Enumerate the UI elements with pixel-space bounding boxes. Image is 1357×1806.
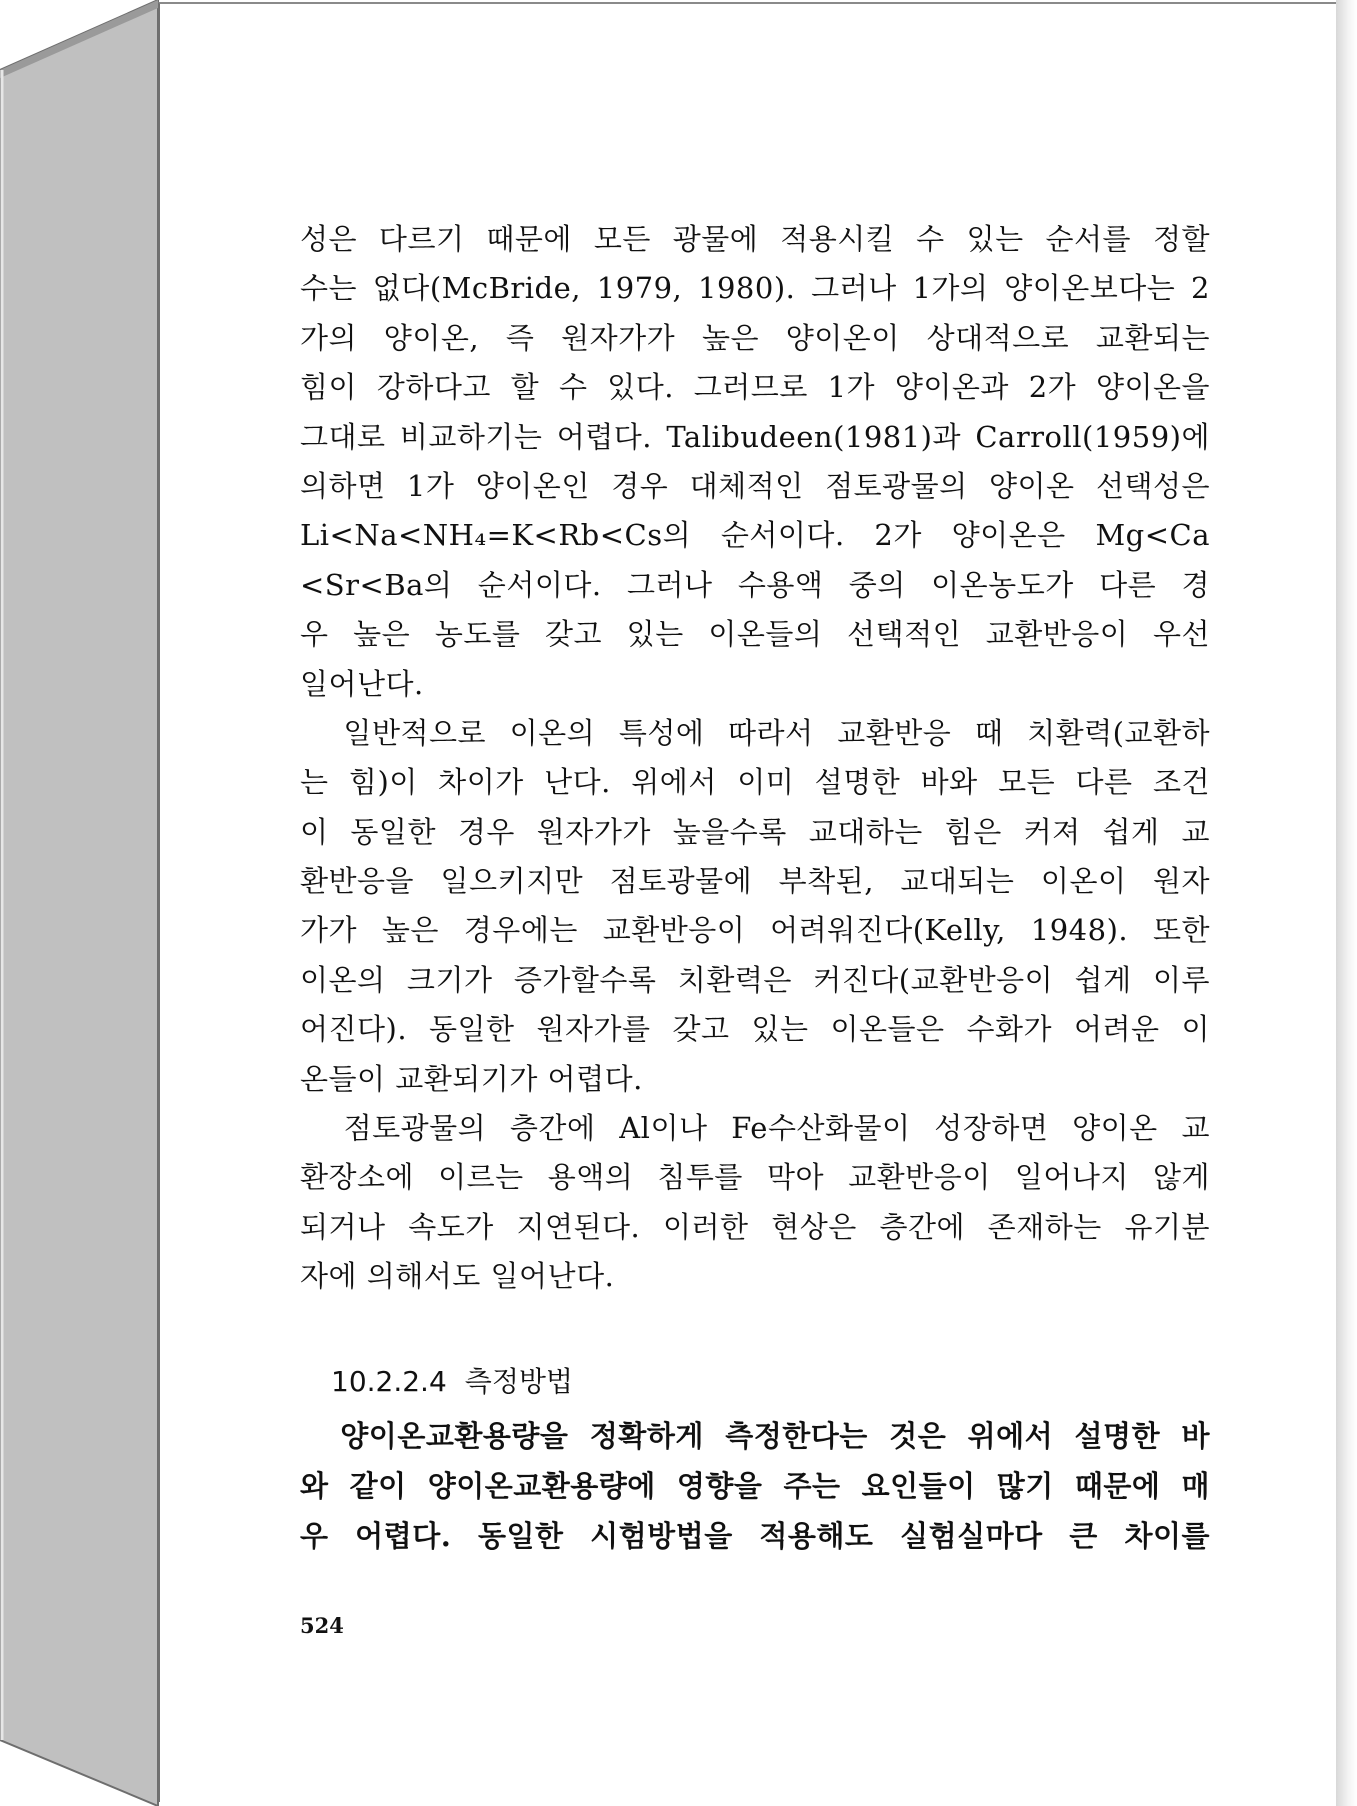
text-line: 는 힘)이 차이가 난다. 위에서 이미 설명한 바와 모든 다른 조건 [300, 765, 1210, 800]
text-line: 힘이 강하다고 할 수 있다. 그러므로 1가 양이온과 2가 양이온을 [300, 370, 1210, 405]
text-line: 어진다). 동일한 원자가를 갖고 있는 이온들은 수화가 어려운 이 [300, 1012, 1210, 1047]
text-line: 환반응을 일으키지만 점토광물에 부착된, 교대되는 이온이 원자 [300, 864, 1210, 899]
text-line: 양이온교환용량을 정확하게 측정한다는 것은 위에서 설명한 바 [300, 1419, 1210, 1453]
text-line: 그대로 비교하기는 어렵다. Talibudeen(1981)과 Carroll(1959)에 [300, 419, 1210, 454]
body-text-top [300, 215, 1210, 1302]
text-line: 일반적으로 이온의 특성에 따라서 교환반응 때 치환력(교환하 [300, 715, 1210, 750]
text-line: 우 높은 농도를 갖고 있는 이온들의 선택적인 교환반응이 우선 [300, 617, 1210, 652]
text-line: 환장소에 이르는 용액의 침투를 막아 교환반응이 일어나지 않게 [300, 1160, 1210, 1195]
text-line: 이온의 크기가 증가할수록 치환력은 커진다(교환반응이 쉽게 이루 [300, 962, 1210, 997]
text-line: 가가 높은 경우에는 교환반응이 어려워진다(Kelly, 1948). 또한 [300, 913, 1210, 948]
text-line: 우 어렵다. 동일한 시험방법을 적용해도 실험실마다 큰 차이를 [300, 1519, 1210, 1553]
text-line: Li<Na<NH₄=K<Rb<Cs의 순서이다. 2가 양이온은 Mg<Ca [300, 518, 1210, 553]
body-text-bottom [300, 1411, 1210, 1561]
text-line: 온들이 교환되기가 어렵다. [300, 1061, 643, 1096]
text-line: 되거나 속도가 지연된다. 이러한 현상은 층간에 존재하는 유기분 [300, 1209, 1210, 1244]
text-line: 의하면 1가 양이온인 경우 대체적인 점토광물의 양이온 선택성은 [300, 468, 1210, 503]
text-line: 성은 다르기 때문에 모든 광물에 적용시킬 수 있는 순서를 정할 [300, 222, 1210, 256]
page-number: 524 [300, 1613, 344, 1638]
section-heading [331, 1360, 573, 1400]
text-line: 일어난다. [300, 666, 424, 701]
section-title: 측정방법 [464, 1365, 573, 1398]
text-line: 이 동일한 경우 원자가가 높을수록 교대하는 힘은 커져 쉽게 교 [300, 814, 1210, 849]
text-line: <Sr<Ba의 순서이다. 그러나 수용액 중의 이온농도가 다른 경 [300, 567, 1210, 602]
text-line: 자에 의해서도 일어난다. [300, 1259, 615, 1294]
page-edge-shadow [1336, 0, 1357, 1806]
section-number: 10.2.2.4 [331, 1365, 447, 1398]
text-line: 가의 양이온, 즉 원자가가 높은 양이온이 상대적으로 교환되는 [300, 320, 1210, 355]
text-line: 수는 없다(McBride, 1979, 1980). 그러나 1가의 양이온보다는 2 [300, 271, 1210, 306]
text-line: 점토광물의 층간에 Al이나 Fe수산화물이 성장하면 양이온 교 [300, 1111, 1210, 1146]
text-line: 와 같이 양이온교환용량에 영향을 주는 요인들이 많기 때문에 매 [300, 1469, 1210, 1503]
